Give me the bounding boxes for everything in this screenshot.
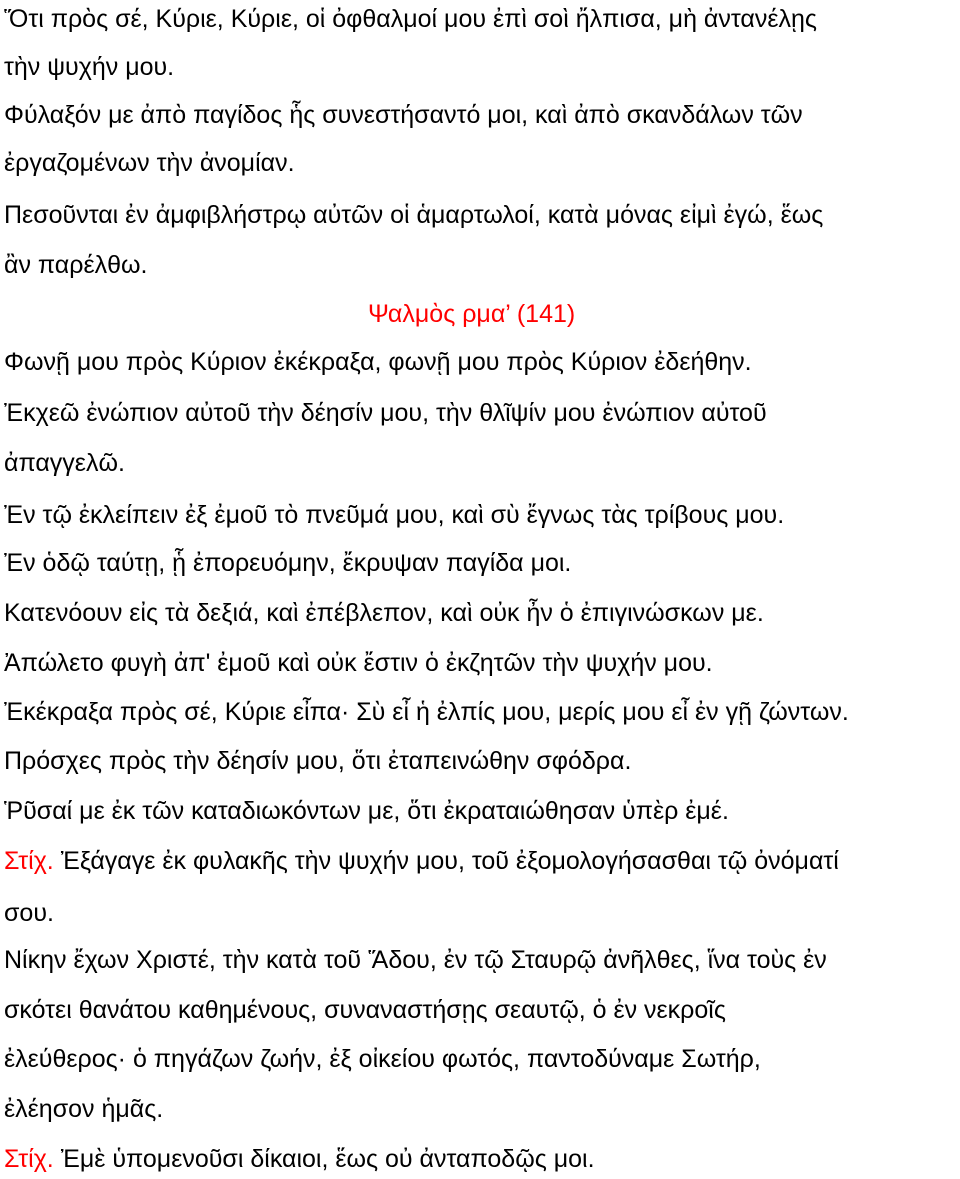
verse-line: Κατενόουν εἰς τὰ δεξιά, καὶ ἐπέβλεπον, καὶ οὐκ ἦν ὁ ἐπιγινώσκων με. [4, 599, 764, 627]
verse-line: Ἐκχεῶ ἐνώπιον αὐτοῦ τὴν δέησίν μου, τὴν θλῖψίν μου ἐνώπιον αὐτοῦ [4, 399, 767, 427]
verse-line: Ἐν τῷ ἐκλείπειν ἐξ ἐμοῦ τὸ πνεῦμά μου, καὶ σὺ ἔγνως τὰς τρίβους μου. [4, 501, 785, 529]
hymn-line: ἐλεύθερος· ὁ πηγάζων ζωήν, ἐξ οἰκείου φωτός, παντοδύναμε Σωτήρ, [4, 1045, 761, 1073]
verse-line: τὴν ψυχήν μου. [4, 53, 175, 81]
stichos-text: Ἐμὲ ὑπομενοῦσι δίκαιοι, ἕως οὐ ἀνταποδῷς μοι. [53, 1145, 595, 1173]
verse-line: ἂν παρέλθω. [4, 251, 148, 279]
stichos-line [4, 1144, 595, 1174]
verse-line: Ῥῦσαί με ἐκ τῶν καταδιωκόντων με, ὅτι ἐκραταιώθησαν ὑπὲρ ἐμέ. [4, 797, 729, 825]
verse-line: ἐργαζομένων τὴν ἀνομίαν. [4, 149, 295, 177]
hymn-line: ἐλέησον ἡμᾶς. [4, 1095, 164, 1123]
verse-line: Φωνῇ μου πρὸς Κύριον ἐκέκραξα, φωνῇ μου πρὸς Κύριον ἐδεήθην. [4, 348, 752, 376]
verse-line: Πρόσχες πρὸς τὴν δέησίν μου, ὅτι ἐταπεινώθην σφόδρα. [4, 747, 632, 775]
stichos-label: Στίχ. [4, 847, 54, 875]
stichos-label: Στίχ. [4, 1145, 54, 1173]
stichos-text: Ἐξάγαγε ἐκ φυλακῆς τὴν ψυχήν μου, τοῦ ἐξομολογήσασθαι τῷ ὀνόματί [53, 847, 839, 875]
verse-line: Ἐν ὁδῷ ταύτῃ, ᾗ ἐπορευόμην, ἔκρυψαν παγίδα μοι. [4, 549, 572, 577]
verse-line: ἀπαγγελῶ. [4, 449, 125, 477]
hymn-line: σκότει θανάτου καθημένους, συναναστήσῃς σεαυτῷ, ὁ ἐν νεκροῖς [4, 996, 726, 1024]
verse-line: Ἐκέκραξα πρὸς σέ, Κύριε εἶπα· Σὺ εἶ ἡ ἐλπίς μου, μερίς μου εἶ ἐν γῇ ζώντων. [4, 698, 849, 726]
stichos-line [4, 846, 839, 876]
psalm-heading: Ψαλμὸς ρμα’ (141) [368, 300, 576, 328]
stichos-continuation: σου. [4, 899, 54, 927]
hymn-line: Νίκην ἔχων Χριστέ, τὴν κατὰ τοῦ Ἅδου, ἐν τῷ Σταυρῷ ἀνῆλθες, ἵνα τοὺς ἐν [4, 946, 827, 974]
verse-line: Φύλαξόν με ἀπὸ παγίδος ἧς συνεστήσαντό μοι, καὶ ἀπὸ σκανδάλων τῶν [4, 101, 803, 129]
verse-line: Ἀπώλετο φυγὴ ἀπ' ἐμοῦ καὶ οὐκ ἔστιν ὁ ἐκζητῶν τὴν ψυχήν μου. [4, 649, 713, 677]
verse-line: Ὅτι πρὸς σέ, Κύριε, Κύριε, οἱ ὀφθαλμοί μου ἐπὶ σοὶ ἤλπισα, μὴ ἀντανέλῃς [4, 5, 817, 33]
verse-line: Πεσοῦνται ἐν ἀμφιβλήστρῳ αὐτῶν οἱ ἁμαρτωλοί, κατὰ μόνας εἰμὶ ἐγώ, ἕως [4, 201, 824, 229]
